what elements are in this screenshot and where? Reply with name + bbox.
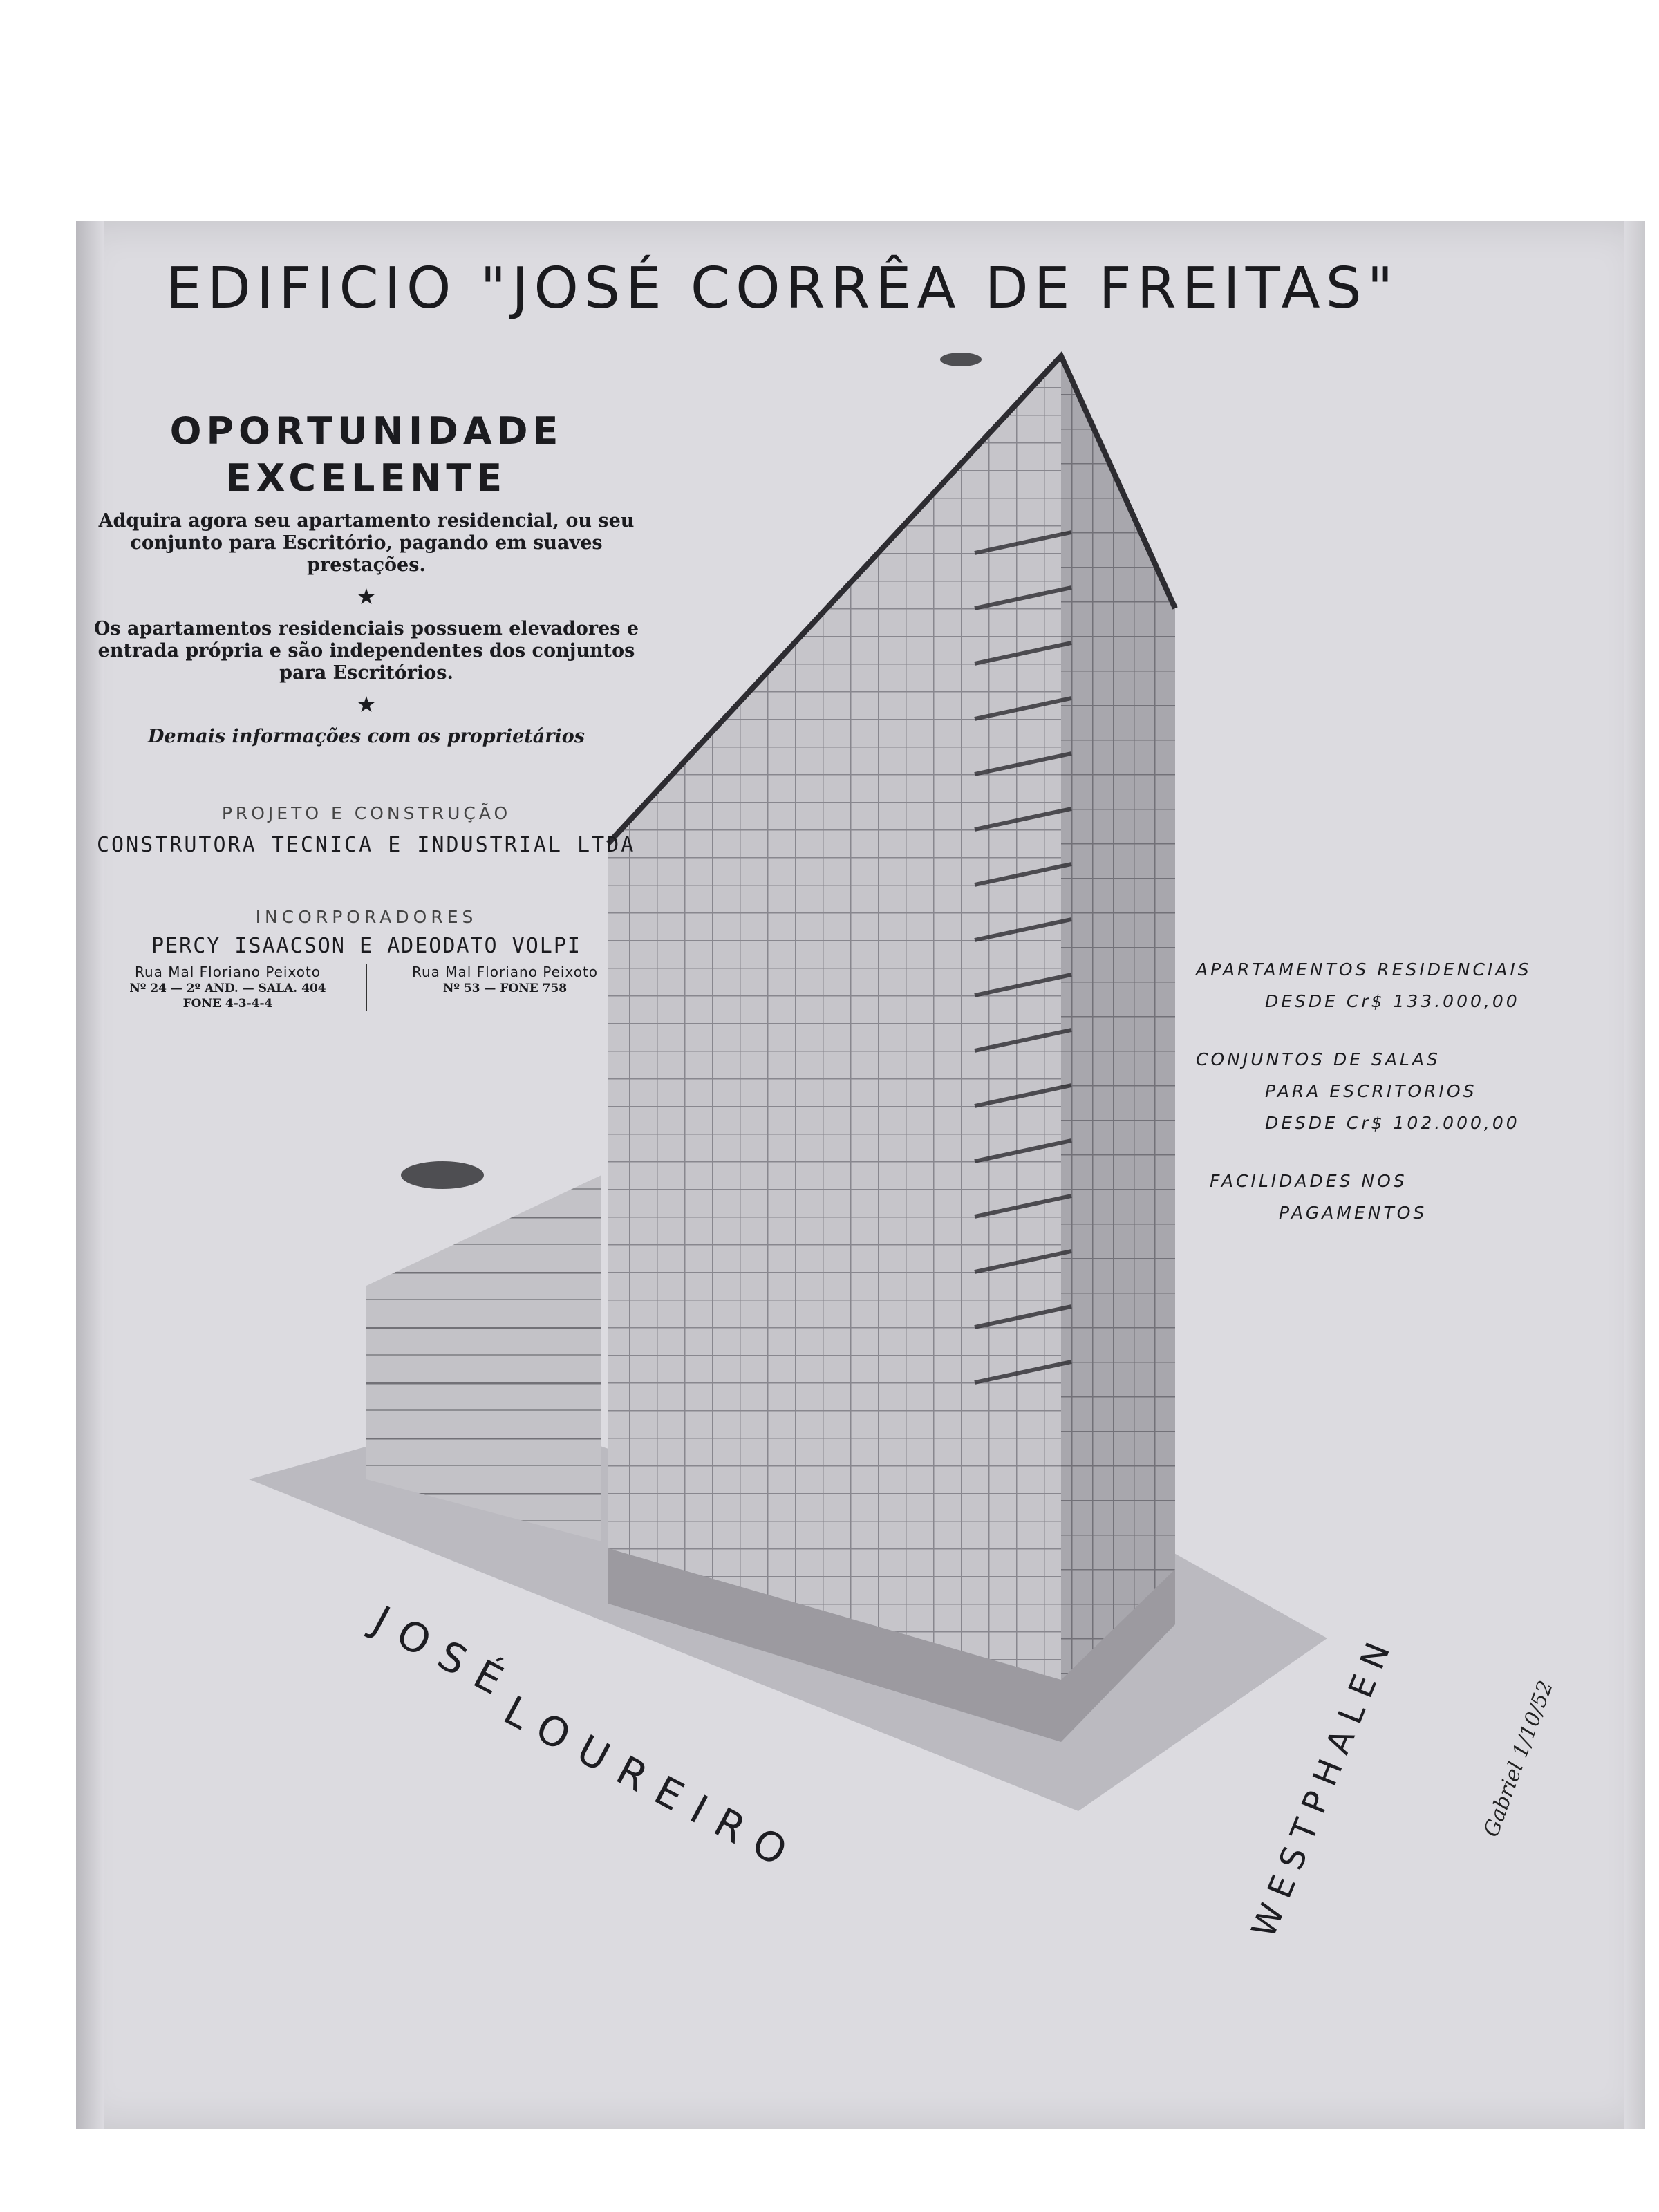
- ink-smudge: [940, 353, 982, 366]
- address-left-street: Rua Mal Floriano Peixoto: [134, 964, 321, 980]
- credits-label: PROJETO E CONSTRUÇÃO: [221, 803, 512, 823]
- payment-line-2: PAGAMENTOS: [1279, 1203, 1427, 1223]
- offices-subtitle: PARA ESCRITORIOS: [1265, 1081, 1477, 1101]
- star-divider: ★: [356, 583, 377, 610]
- apartments-price: DESDE Cr$ 133.000,00: [1265, 991, 1520, 1011]
- address-left: [90, 964, 367, 1011]
- payment-block: [1196, 1165, 1611, 1229]
- offer-title-1: OPORTUNIDADE: [169, 409, 563, 453]
- offices-block: [1196, 1044, 1611, 1139]
- apartments-title: APARTAMENTOS RESIDENCIAIS: [1196, 959, 1532, 980]
- offer-column: [90, 408, 643, 1011]
- pricing-column: [1196, 954, 1611, 1255]
- apartments-block: [1196, 954, 1611, 1018]
- street-jose: JOSÉ: [365, 1597, 524, 1712]
- street-loureiro: LOUREIRO: [496, 1687, 808, 1882]
- ink-smudge: [401, 1161, 484, 1189]
- address-left-detail: Nº 24 — 2º AND. — SALA. 404: [129, 982, 326, 995]
- offer-paragraph-2: Os apartamentos residenciais possuem elevadores e entrada própria e são independentes dos conjuntos para Escritórios.: [93, 618, 639, 684]
- offer-paragraph-3: Demais informações com os proprietários: [148, 726, 585, 747]
- offices-title: CONJUNTOS DE SALAS: [1196, 1049, 1441, 1069]
- offer-title-2: EXCELENTE: [225, 456, 507, 500]
- construction-company: CONSTRUTORA TECNICA E INDUSTRIAL LTDA: [97, 833, 636, 857]
- incorporators-label: INCORPORADORES: [255, 907, 478, 927]
- incorporators-names: PERCY ISAACSON E ADEODATO VOLPI: [151, 934, 581, 958]
- newspaper-page: [76, 221, 1645, 2129]
- street-westphalen: WESTPHALEN: [1244, 1628, 1402, 1943]
- headline: EDIFICIO "JOSÉ CORRÊA DE FREITAS": [166, 256, 1399, 321]
- address-row: [90, 964, 643, 1011]
- address-right-detail: Nº 53 — FONE 758: [442, 982, 568, 995]
- address-right-street: Rua Mal Floriano Peixoto: [411, 964, 599, 980]
- offices-price: DESDE Cr$ 102.000,00: [1265, 1113, 1520, 1133]
- offer-paragraph-1: Adquira agora seu apartamento residencial, ou seu conjunto para Escritório, pagando em suaves prestações.: [98, 510, 635, 576]
- artist-signature: Gabriel 1/10/52: [1479, 1677, 1559, 1840]
- payment-line-1: FACILIDADES NOS: [1210, 1171, 1407, 1191]
- address-left-phone: FONE 4-3-4-4: [182, 997, 273, 1011]
- star-divider: ★: [356, 691, 377, 718]
- address-right: [367, 964, 643, 1011]
